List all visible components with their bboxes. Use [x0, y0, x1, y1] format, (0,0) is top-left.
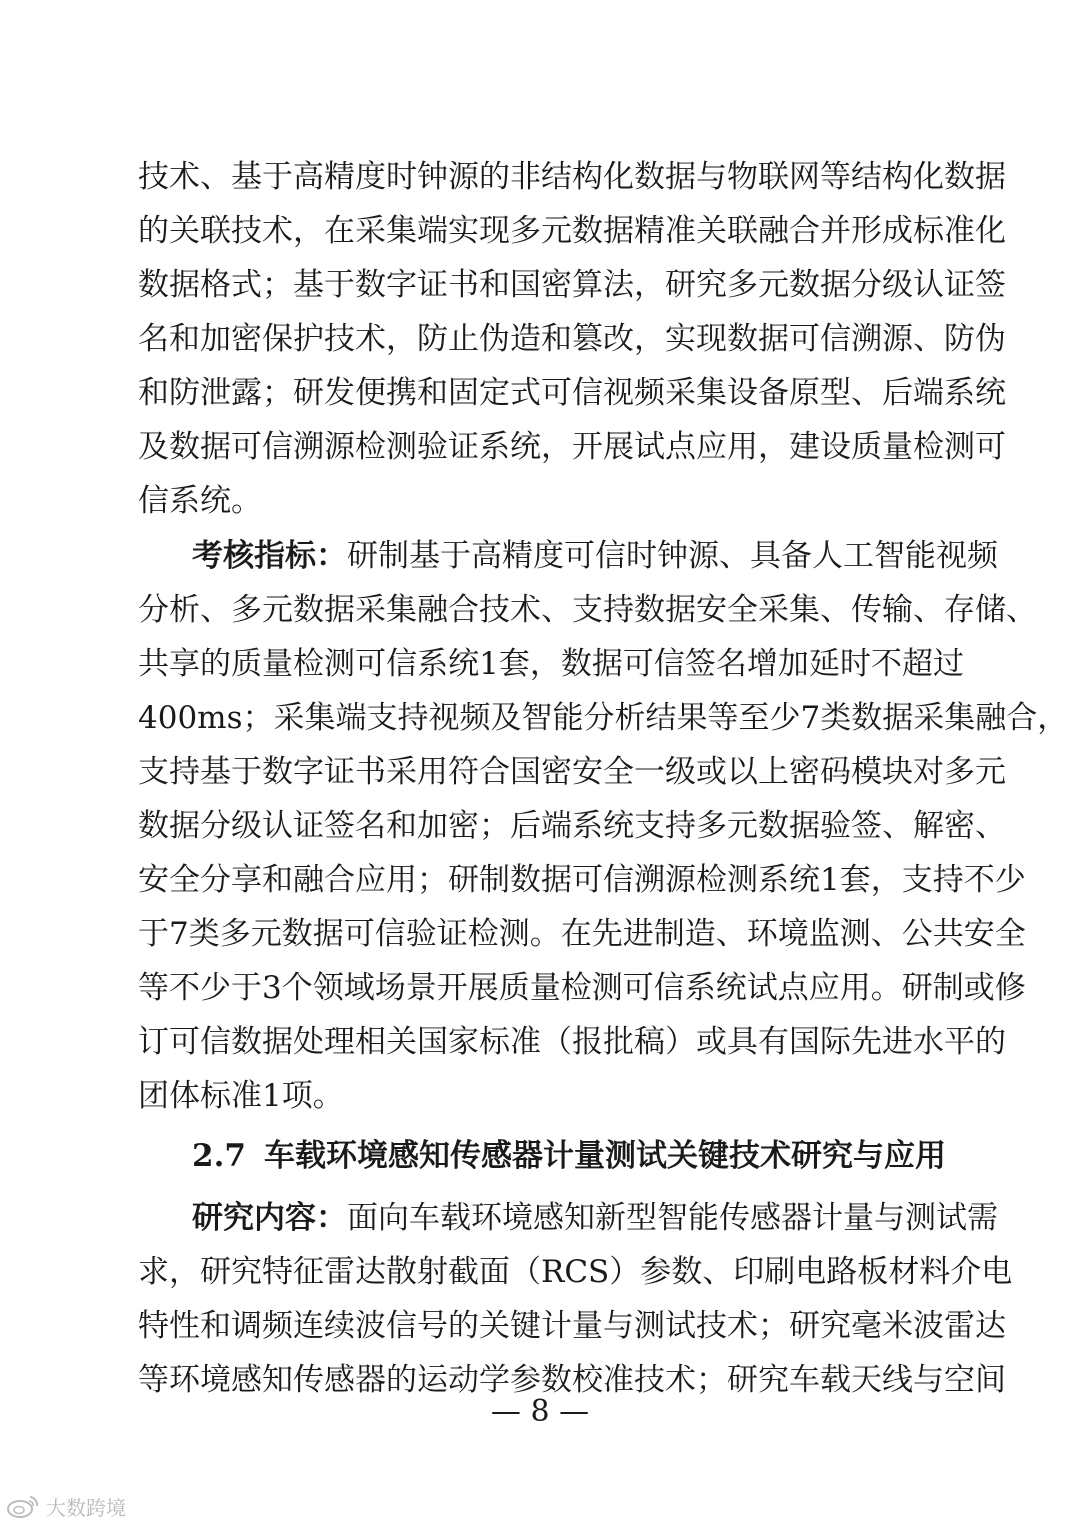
research-label: 研究内容： — [192, 1200, 347, 1236]
page-number: — 8 — — [490, 1394, 590, 1429]
text-line: 技术、基于高精度时钟源的非结构化数据与物联网等结构化数据 — [138, 159, 1006, 195]
text-line: 和防泄露；研发便携和固定式可信视频采集设备原型、后端系统 — [138, 375, 1006, 411]
text-line-first — [192, 1198, 998, 1238]
text-line: 团体标准1项。 — [138, 1078, 344, 1114]
text-line: 400ms；采集端支持视频及智能分析结果等至少7类数据采集融合， — [138, 700, 1069, 736]
text-line: 数据格式；基于数字证书和国密算法，研究多元数据分级认证签 — [138, 267, 1006, 303]
section-title: 车载环境感知传感器计量测试关键技术研究与应用 — [264, 1138, 946, 1174]
assessment-first-line: 研制基于高精度可信时钟源、具备人工智能视频 — [347, 538, 998, 574]
text-line: 数据分级认证签名和加密；后端系统支持多元数据验签、解密、 — [138, 808, 1006, 844]
text-line: 信系统。 — [138, 483, 262, 519]
text-line: 分析、多元数据采集融合技术、支持数据安全采集、传输、存储、 — [138, 592, 1037, 628]
text-line: 安全分享和融合应用；研制数据可信溯源检测系统1套，支持不少 — [138, 862, 1026, 898]
text-line: 求，研究特征雷达散射截面（RCS）参数、印刷电路板材料介电 — [138, 1254, 1013, 1290]
text-line: 共享的质量检测可信系统1套，数据可信签名增加延时不超过 — [138, 646, 964, 682]
watermark-text: 大数跨境 — [46, 1495, 126, 1520]
text-line: 等不少于3个领域场景开展质量检测可信系统试点应用。研制或修 — [138, 970, 1026, 1006]
assessment-label: 考核指标： — [192, 538, 347, 574]
text-line: 及数据可信溯源检测验证系统，开展试点应用，建设质量检测可 — [138, 429, 1006, 465]
text-line: 订可信数据处理相关国家标准（报批稿）或具有国际先进水平的 — [138, 1024, 1006, 1060]
research-first-line: 面向车载环境感知新型智能传感器计量与测试需 — [347, 1200, 998, 1236]
text-line: 的关联技术，在采集端实现多元数据精准关联融合并形成标准化 — [138, 213, 1006, 249]
text-line: 特性和调频连续波信号的关键计量与测试技术；研究毫米波雷达 — [138, 1308, 1006, 1344]
section-heading — [192, 1136, 946, 1176]
section-number: 2.7 — [192, 1138, 246, 1174]
weibo-logo-icon — [6, 1493, 40, 1519]
text-line-first — [192, 536, 998, 576]
text-line: 于7类多元数据可信验证检测。在先进制造、环境监测、公共安全 — [138, 916, 1026, 952]
text-line: 名和加密保护技术，防止伪造和篡改，实现数据可信溯源、防伪 — [138, 321, 1006, 357]
watermark — [6, 1490, 126, 1522]
text-line: 等环境感知传感器的运动学参数校准技术；研究车载天线与空间 — [138, 1362, 1006, 1398]
text-line: 支持基于数字证书采用符合国密安全一级或以上密码模块对多元 — [138, 754, 1006, 790]
